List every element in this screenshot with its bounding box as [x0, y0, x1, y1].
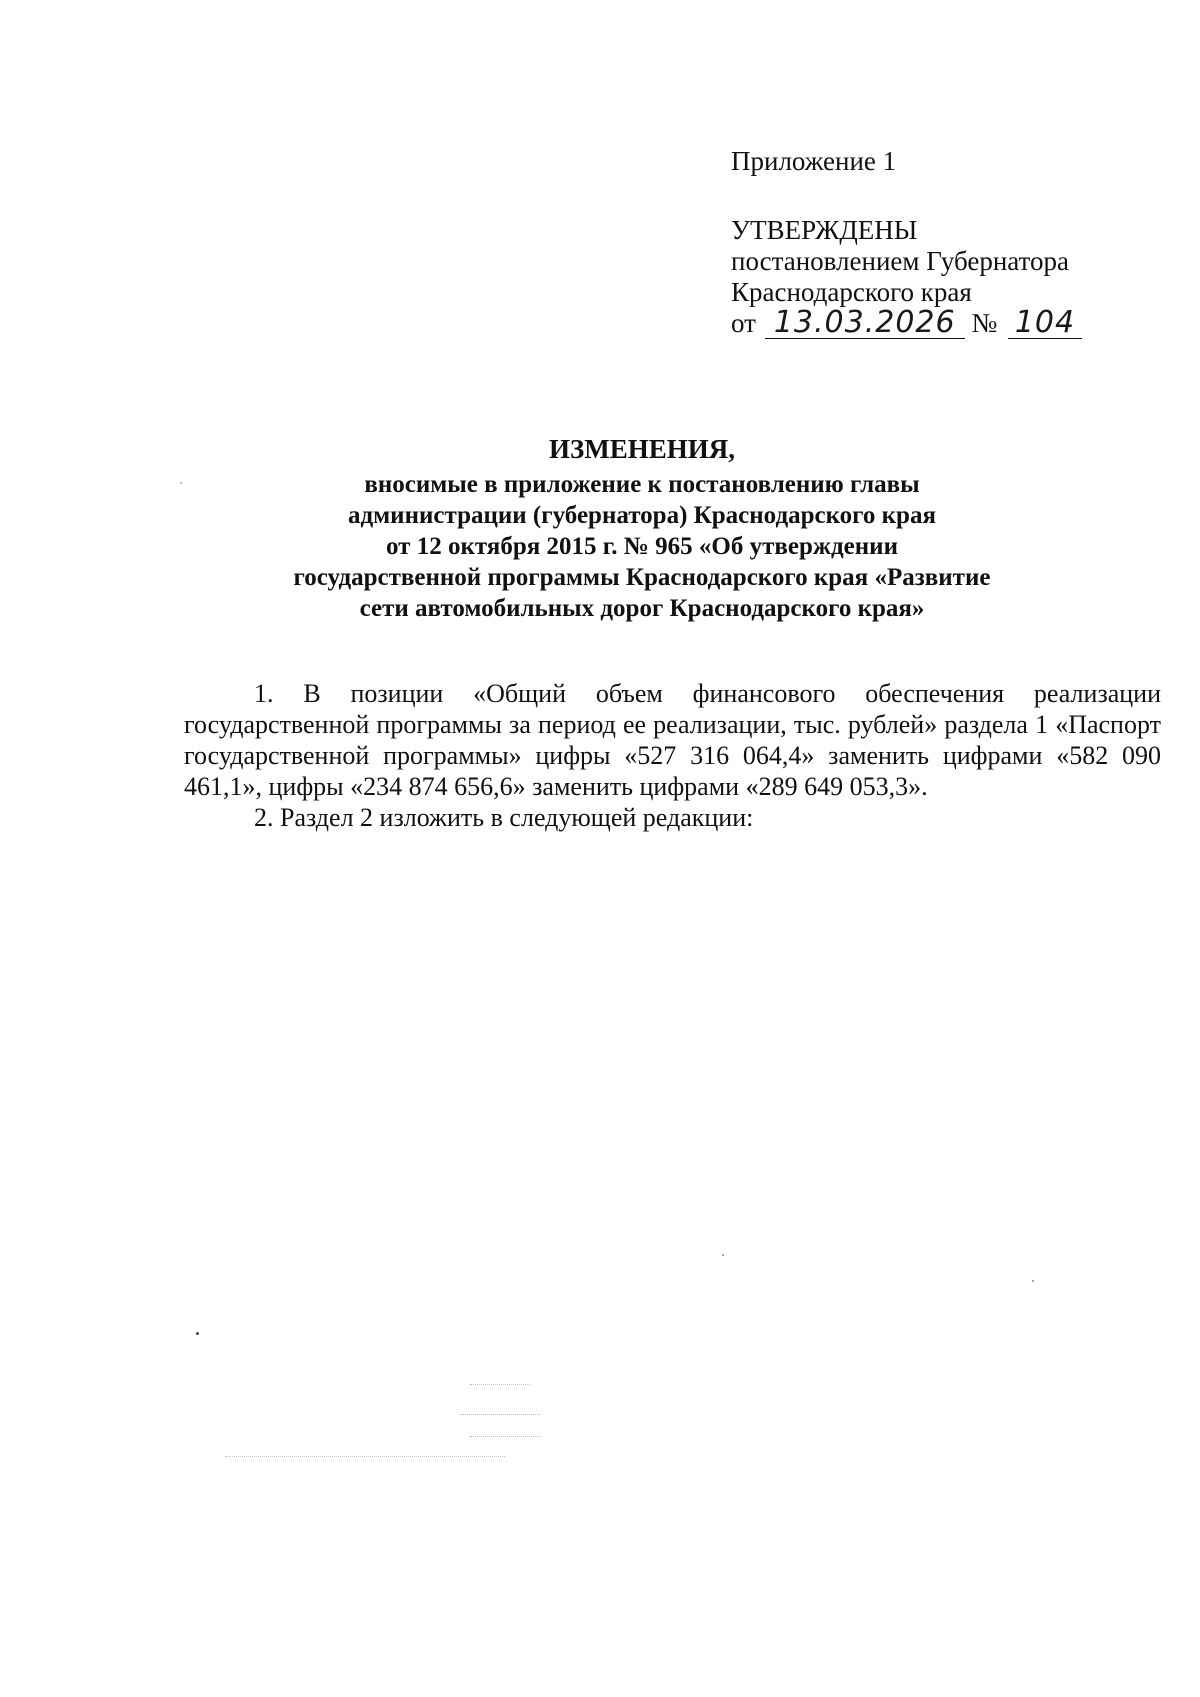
approval-date-line — [731, 305, 1151, 340]
approval-stamp — [731, 146, 1151, 339]
handwritten-number: 104 — [1014, 305, 1076, 340]
scan-speck — [196, 1332, 199, 1335]
scan-artifact — [460, 1414, 540, 1416]
date-prefix: от — [731, 308, 756, 338]
scan-speck — [722, 1254, 724, 1256]
scan-speck — [180, 482, 182, 484]
document-title — [180, 434, 1104, 624]
scan-artifact — [225, 1456, 505, 1458]
scan-speck — [1032, 1280, 1034, 1282]
title-line: администрации (губернатора) Краснодарского края — [348, 502, 936, 529]
number-field — [1008, 305, 1082, 340]
appendix-label: Приложение 1 — [731, 146, 897, 176]
title-line: от 12 октября 2015 г. № 965 «Об утверждении — [386, 533, 898, 560]
number-sign: № — [971, 308, 998, 338]
paragraph-2: 2. Раздел 2 изложить в следующей редакции: — [254, 803, 754, 832]
approved-label: УТВЕРЖДЕНЫ — [731, 215, 918, 245]
date-field — [765, 305, 965, 340]
approval-line-1: постановлением Губернатора — [731, 246, 1069, 276]
title-heading: ИЗМЕНЕНИЯ, — [548, 434, 735, 464]
approval-line-2: Краснодарского края — [731, 277, 972, 307]
handwritten-date: 13.03.2026 — [773, 305, 956, 340]
title-line: сети автомобильных дорог Краснодарского края» — [359, 595, 925, 622]
scan-artifact — [470, 1436, 540, 1438]
title-line: вносимые в приложение к постановлению главы — [364, 471, 920, 498]
paragraph-1: 1. В позиции «Общий объем финансового обеспечения реализации государственной программы за период ее реализации, тыс. рублей» раздела 1 «Паспорт государственной программы» цифры «527 316 064,4» заменить цифрами «582 090 461,1», цифры «234 874 656,6» заменить цифрами «289 649 053,3». — [184, 679, 1161, 801]
scan-artifact — [470, 1384, 530, 1386]
document-body — [184, 678, 1161, 833]
title-line: государственной программы Краснодарского края «Развитие — [293, 564, 991, 591]
